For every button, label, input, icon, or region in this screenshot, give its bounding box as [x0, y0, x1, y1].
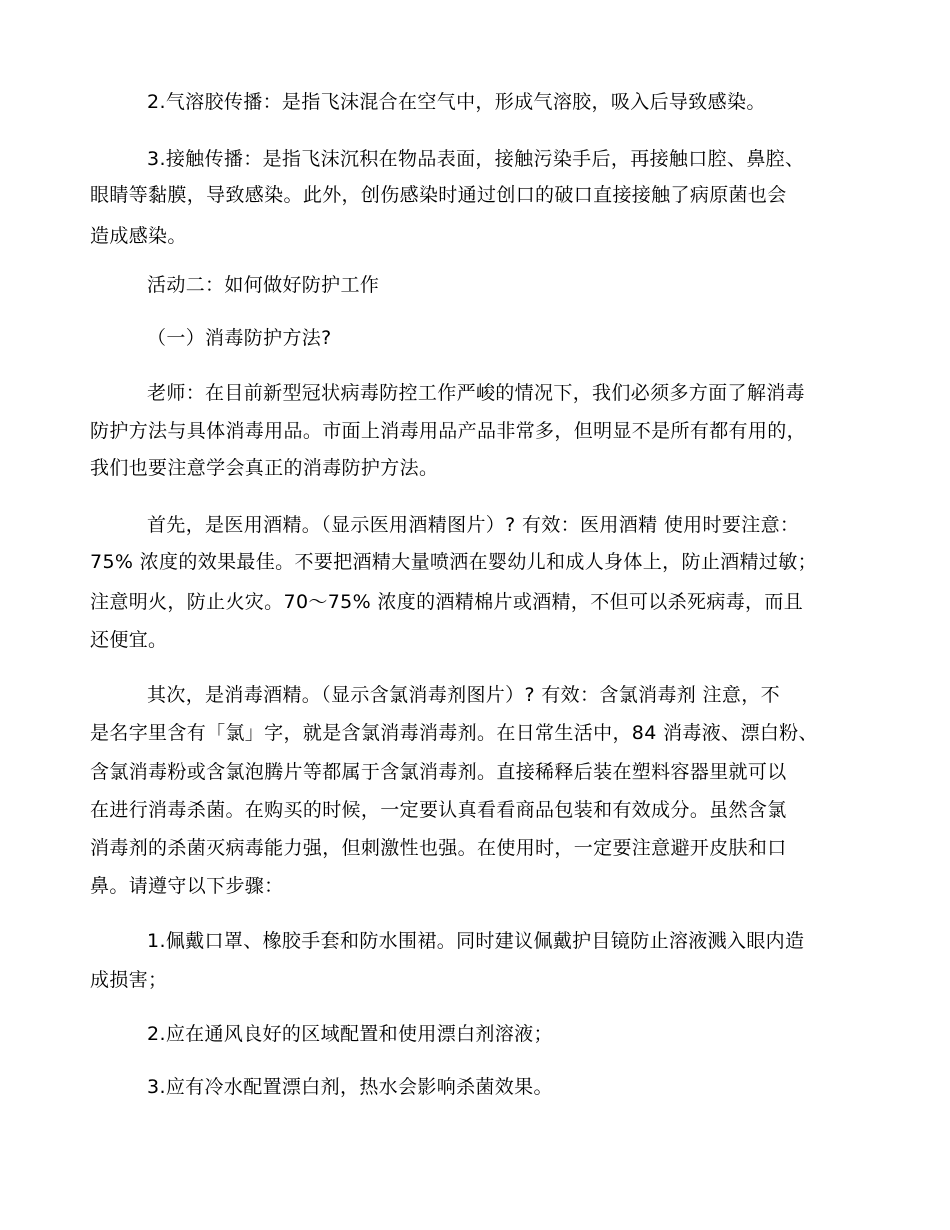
- text-line: 在进行消毒杀菌。在购买的时候，一定要认真看看商品包装和有效成分。虽然含氯: [90, 799, 787, 821]
- section-heading: 活动二：如何做好防护工作: [147, 274, 380, 296]
- text-line: 1.佩戴口罩、橡胶手套和防水围裙。同时建议佩戴护目镜防止溶液溅入眼内造: [147, 930, 805, 952]
- text-line: 注意明火，防止火灾。70～75% 浓度的酒精棉片或酒精，不但可以杀死病毒，而且: [90, 591, 804, 613]
- text-line: 3.应有冷水配置漂白剂，热水会影响杀菌效果。: [147, 1076, 553, 1098]
- text-line: 成损害；: [90, 969, 168, 991]
- text-line: 我们也要注意学会真正的消毒防护方法。: [90, 457, 439, 479]
- text-line: 其次，是消毒酒精。（显示含氯消毒剂图片）? 有效：含氯消毒剂 注意，不: [147, 684, 780, 706]
- text-line: 2.应在通风良好的区域配置和使用漂白剂溶液；: [147, 1023, 553, 1045]
- text-line: 防护方法与具体消毒用品。市面上消毒用品产品非常多，但明显不是所有都有用的，: [90, 420, 806, 442]
- text-line: 2.气溶胶传播：是指飞沫混合在空气中，形成气溶胶，吸入后导致感染。: [147, 91, 766, 113]
- text-line: 老师：在目前新型冠状病毒防控工作严峻的情况下，我们必须多方面了解消毒: [147, 382, 805, 404]
- text-line: 眼睛等黏膜，导致感染。此外，创伤感染时通过创口的破口直接接触了病原菌也会: [90, 184, 787, 206]
- text-line: 3.接触传播：是指飞沫沉积在物品表面，接触污染手后，再接触口腔、鼻腔、: [147, 148, 805, 170]
- text-line: 造成感染。: [90, 225, 187, 247]
- text-line: 鼻。请遵守以下步骤：: [90, 875, 284, 897]
- text-line: 还便宜。: [90, 629, 168, 651]
- text-line: 是名字里含有「氯」字，就是含氯消毒消毒剂。在日常生活中，84 消毒液、漂白粉、: [90, 722, 818, 744]
- text-line: 消毒剂的杀菌灭病毒能力强，但刺激性也强。在使用时，一定要注意避开皮肤和口: [90, 837, 787, 859]
- text-line: 75% 浓度的效果最佳。不要把酒精大量喷洒在婴幼儿和成人身体上，防止酒精过敏；: [90, 551, 817, 573]
- text-line: 含氯消毒粉或含氯泡腾片等都属于含氯消毒剂。直接稀释后装在塑料容器里就可以: [90, 761, 787, 783]
- subsection-heading: （一）消毒防护方法?: [147, 327, 332, 349]
- text-line: 首先，是医用酒精。（显示医用酒精图片）? 有效：医用酒精 使用时要注意：: [147, 514, 800, 536]
